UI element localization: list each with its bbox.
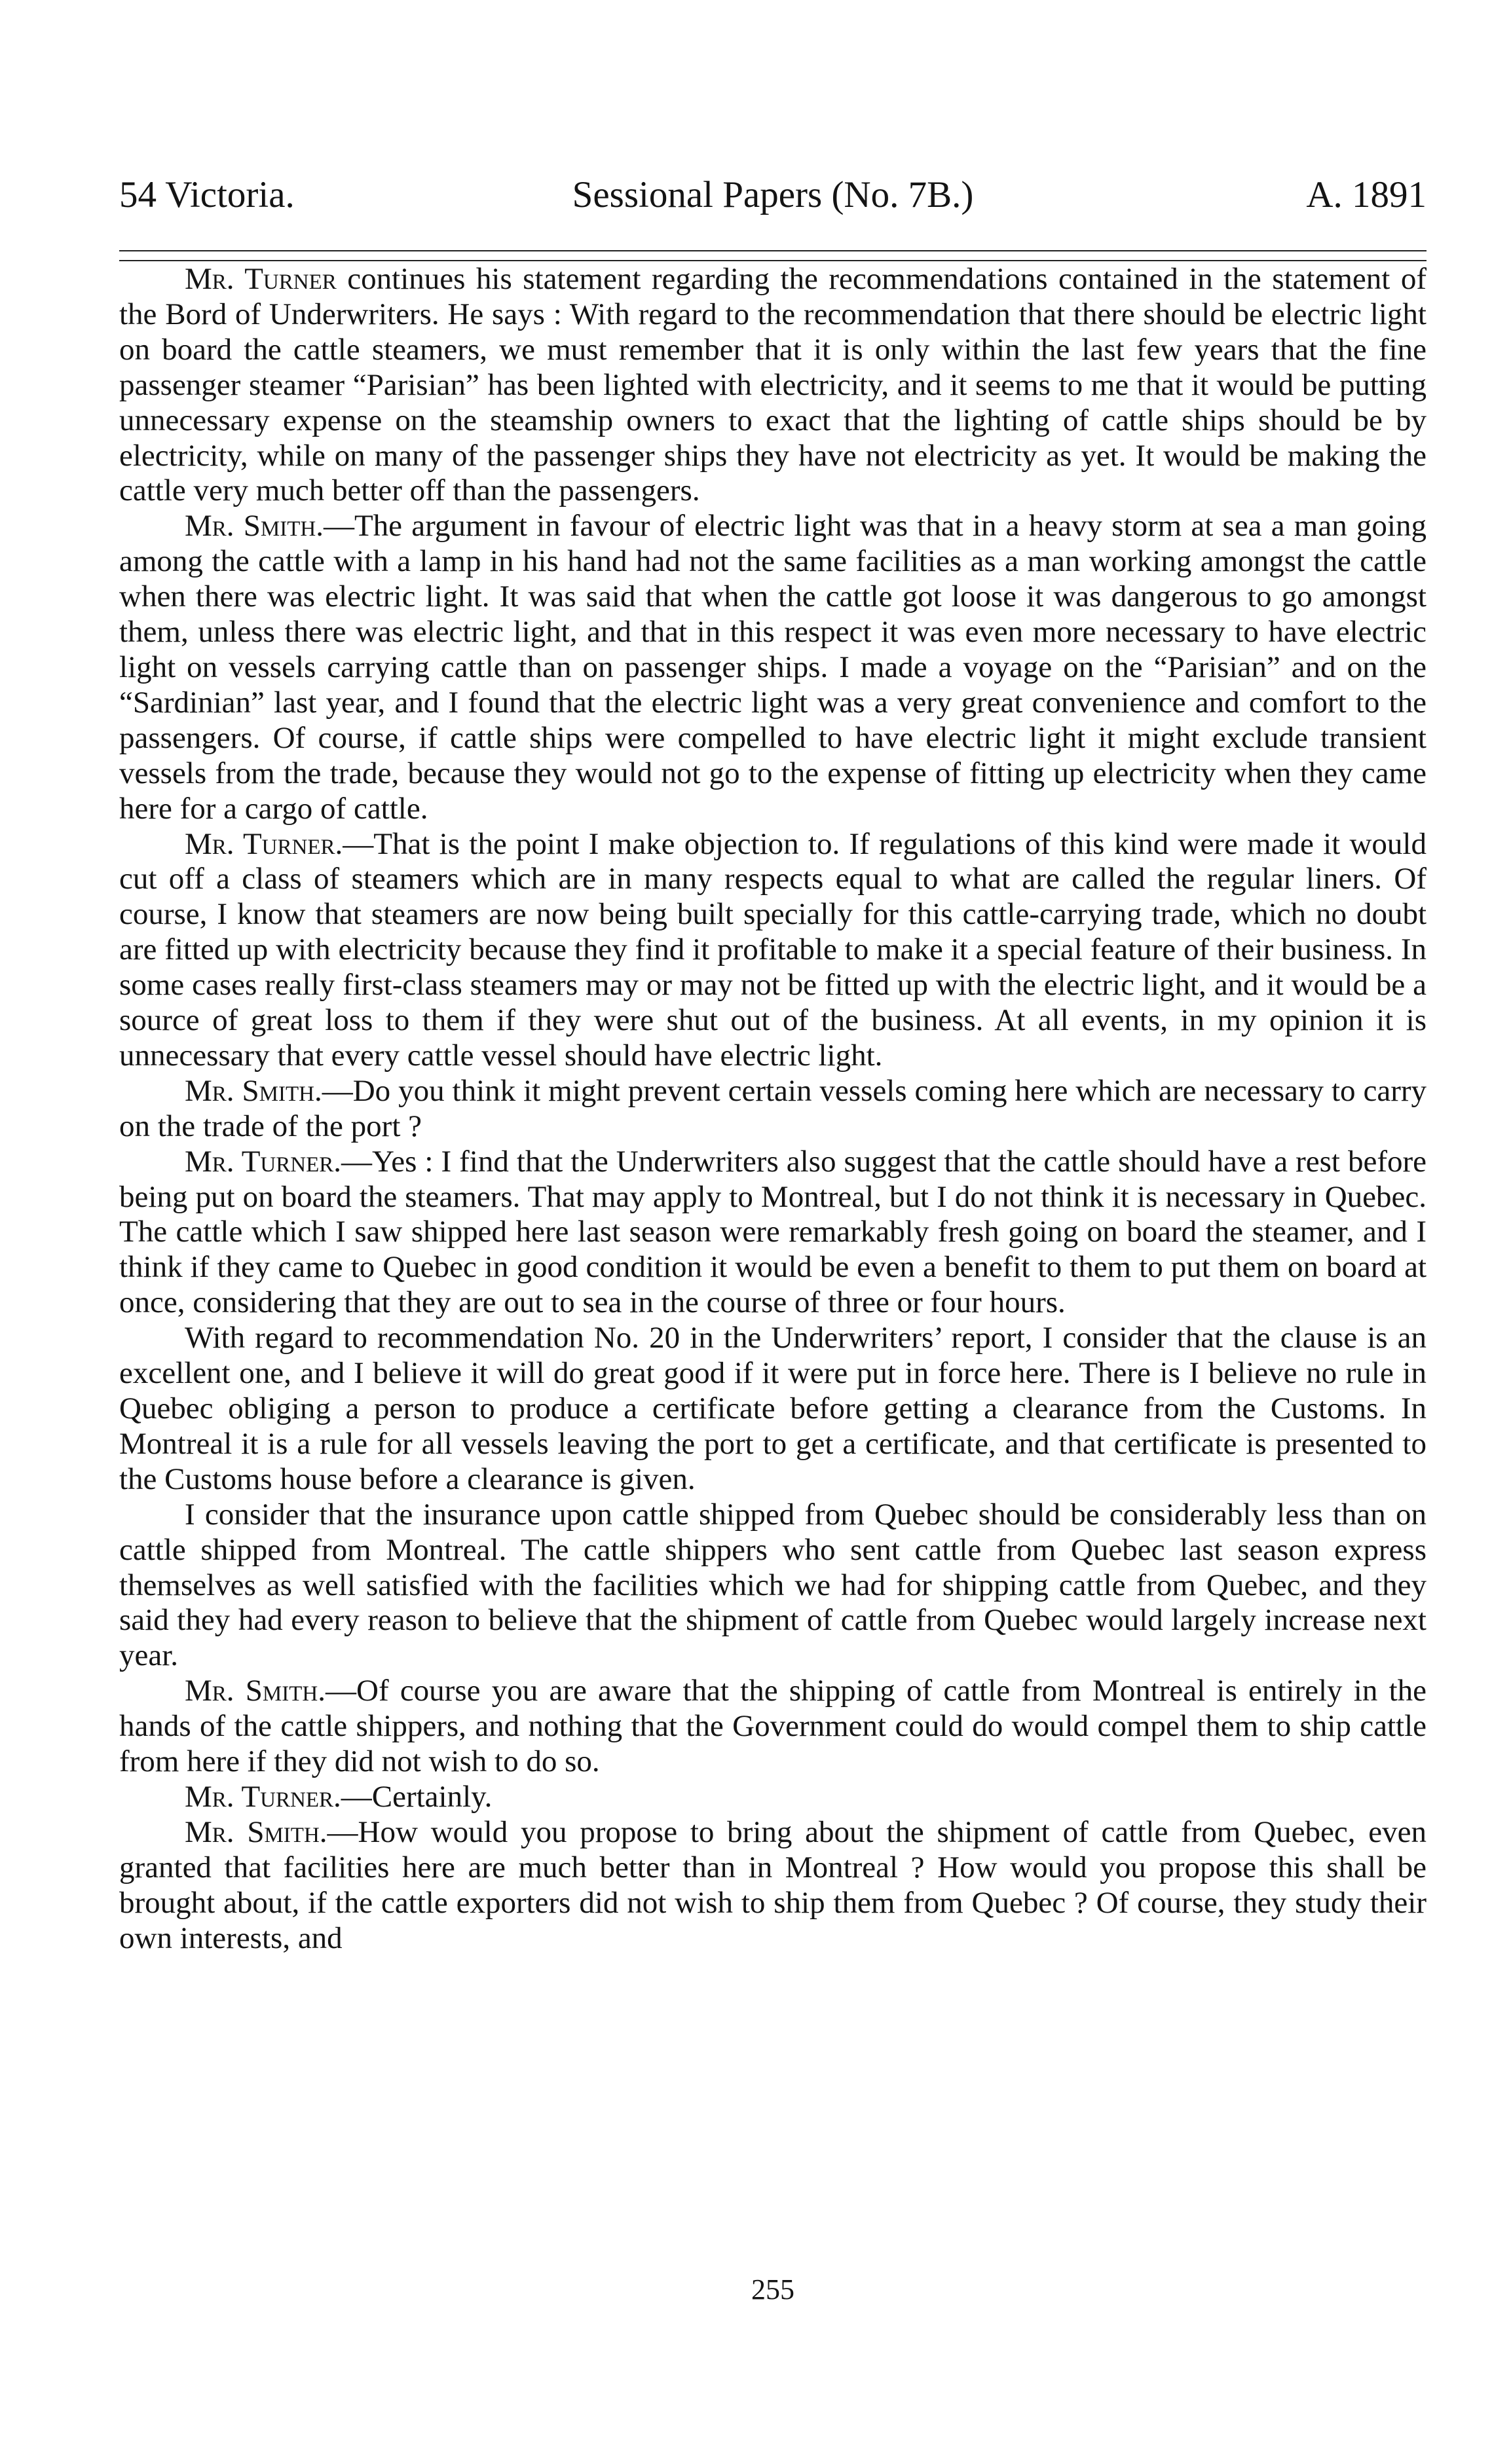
paragraph <box>119 1074 1427 1145</box>
header-rule-bottom <box>119 260 1427 261</box>
paragraph <box>119 1780 1427 1815</box>
speaker-name: Mr. Turner <box>185 262 337 296</box>
paragraph <box>119 1674 1427 1780</box>
paragraph-text: —Certainly. <box>341 1779 493 1814</box>
paragraph <box>119 1815 1427 1957</box>
paragraph-text: —How would you propose to bring about the shipment of cattle from Quebec, even granted that facilities here are much better than in Montreal ? How would you propose this shall be brought about, if the cattle exporters did not wish to ship them from Quebec ? Of course, they study their own interests, and <box>119 1814 1427 1955</box>
paragraph <box>119 1321 1427 1498</box>
paragraph-text: With regard to recommendation No. 20 in the Underwriters’ report, I consider that the clause is an excellent one, and I believe it will do great good if it were put in force here. There is I believe no rule in Quebec obliging a person to produce a certificate before getting a clearance from the Customs. In Montreal it is a rule for all vessels leaving the port to get a certificate, and that certificate is presented to the Customs house before a clearance is given. <box>119 1321 1427 1496</box>
paragraph-text: I consider that the insurance upon cattle shipped from Quebec should be considerably less than on cattle shipped from Montreal. The cattle shippers who sent cattle from Quebec last season express themselves as well satisfied with the facilities which we had for shipping cattle from Quebec, and they said they had every reason to believe that the shipment of cattle from Quebec would largely increase next year. <box>119 1497 1427 1673</box>
paragraph-text: continues his statement regarding the recommendations contained in the statement of the Bord of Underwriters. He says : With regard to the recommendation that there should be electric light on board the cattle steamers, we must remember that it is only within the last few years that the fine passenger steamer “Parisian” has been lighted with electricity, and it seems to me that it would be putting unnecessary expense on the steamship owners to exact that the lighting of cattle ships should be by electricity, while on many of the passenger ships they have not electricity as yet. It would be making the cattle very much better off than the passengers. <box>119 262 1427 508</box>
speaker-name: Mr. Smith. <box>185 1674 326 1708</box>
paragraph <box>119 509 1427 826</box>
running-header <box>119 169 1427 221</box>
paragraph-text: —Of course you are aware that the shipping of cattle from Montreal is entirely in the hands of the cattle shippers, and nothing that the Government could do would compel them to ship cattle from here if they did not wish to do so. <box>119 1674 1427 1779</box>
paragraph <box>119 827 1427 1074</box>
paragraph <box>119 1145 1427 1321</box>
speaker-name: Mr. Smith. <box>185 1814 327 1849</box>
speaker-name: Mr. Smith. <box>185 1073 322 1108</box>
header-title: Sessional Papers (No. 7B.) <box>572 174 974 215</box>
speaker-name: Mr. Turner. <box>185 1779 341 1814</box>
paragraph-text: —The argument in favour of electric light was that in a heavy storm at sea a man going among the cattle with a lamp in his hand had not the same facilities as a man working amongst the cattle when there was electric light. It was said that when the cattle got loose it was dangerous to go amongst them, unless there was electric light, and that in this respect it was even more necessary to have electric light on vessels carrying cattle than on passenger ships. I made a voyage on the “Parisian” and on the “Sardinian” last year, and I found that the electric light was a very great convenience and comfort to the passengers. Of course, if cattle ships were compelled to have electric light it might exclude transient vessels from the trade, because they would not go to the expense of fitting up electricity when they came here for a cargo of cattle. <box>119 509 1427 826</box>
header-volume: 54 Victoria. <box>119 174 295 215</box>
header-year: A. 1891 <box>1306 174 1427 215</box>
page-number: 255 <box>751 2273 794 2306</box>
paragraph <box>119 262 1427 509</box>
speaker-name: Mr. Smith. <box>185 509 324 543</box>
paragraph-text: —That is the point I make objection to. If regulations of this kind were made it would cut off a class of steamers which are in many respects equal to what are called the regular liners. Of course, I know that steamers are now being built specially for this cattle-carrying trade, which no doubt are fitted up with electricity because they find it profitable to make it a special feature of their business. In some cases really first-class steamers may or may not be fitted up with the electric light, and it would be a source of great loss to them if they were shut out of the business. At all events, in my opinion it is unnecessary that every cattle vessel should have electric light. <box>119 826 1427 1073</box>
speaker-name: Mr. Turner. <box>185 826 343 861</box>
body-text <box>119 262 1427 1957</box>
paragraph-text: —Yes : I find that the Underwriters also suggest that the cattle should have a rest before being put on board the steamers. That may apply to Montreal, but I do not think it is necessary in Quebec. The cattle which I saw shipped here last season were remarkably fresh going on board the steamer, and I think if they came to Quebec in good condition it would be even a benefit to them to put them on board at once, considering that they are out to sea in the course of three or four hours. <box>119 1144 1427 1320</box>
header-rule-top <box>119 250 1427 251</box>
speaker-name: Mr. Turner. <box>185 1144 342 1179</box>
paragraph-text: —Do you think it might prevent certain vessels coming here which are necessary to carry on the trade of the port ? <box>119 1073 1427 1143</box>
paragraph <box>119 1498 1427 1674</box>
